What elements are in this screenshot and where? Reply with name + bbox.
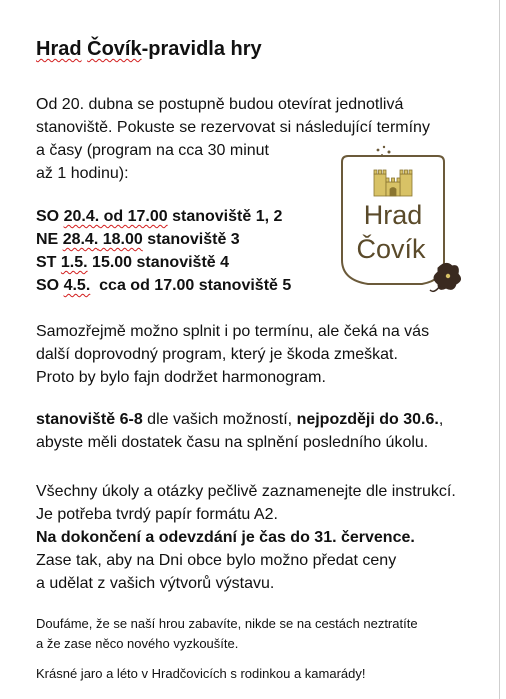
logo-word-covik: Čovík <box>356 234 426 264</box>
title-word-covik: Čovík <box>87 38 142 60</box>
intro-line: stanoviště. Pokuste se rezervovat si následující termíny <box>36 119 430 136</box>
schedule-item: NE 28.4. 18.00 stanoviště 3 <box>36 231 240 248</box>
intro-line: až 1 hodinu): <box>36 165 129 182</box>
logo-word-hrad: Hrad <box>363 200 423 230</box>
tasks-paragraph: Všechny úkoly a otázky pečlivě zaznamenejte dle instrukcí. Je potřeba tvrdý papír formátu A2. Na dokončení a odevzdání je čas do 31. července. Zase tak, aby na Dni obce bylo možno předat ceny a udělat z vašich výtvorů výstavu. <box>36 483 456 592</box>
schedule-date: 1.5. <box>60 254 88 271</box>
schedule-date: 4.5. <box>63 277 91 294</box>
schedule-date: 20.4. <box>63 208 100 225</box>
schedule-time: 15.00 <box>87 254 133 271</box>
title-rest: -pravidla hry <box>141 38 262 60</box>
page-title <box>36 37 262 61</box>
schedule-item: ST 1.5. 15.00 stanoviště 4 <box>36 254 230 271</box>
schedule-list <box>36 205 291 297</box>
schedule-time: cca od 17.00 <box>90 277 195 294</box>
schedule-date: 28.4. <box>62 231 99 248</box>
schedule-item: SO 4.5. cca od 17.00 stanoviště 5 <box>36 277 292 294</box>
title-word-hrad: Hrad <box>36 38 82 60</box>
note-paragraph: Samozřejmě možno splnit i po termínu, ale čeká na vás další doprovodný program, který je škoda zmeškat. Proto by bylo fajn dodržet harmonogram. <box>36 323 430 386</box>
stations-paragraph: stanoviště 6-8 dle vašich možností, nejpozději do 30.6., abyste měli dostatek času na splnění posledního úkolu. <box>36 411 444 451</box>
stations-range: stanoviště 6-8 <box>36 411 143 428</box>
stations-deadline: nejpozději do 30.6. <box>296 411 439 428</box>
hrad-covik-logo <box>334 144 466 300</box>
greeting-line: Krásné jaro a léto v Hradčovicích s rodinkou a kamarády! <box>36 666 366 681</box>
schedule-time: od 17.00 <box>99 208 168 225</box>
intro-line: a časy (program na cca 30 minut <box>36 142 269 159</box>
schedule-time: 18.00 <box>98 231 143 248</box>
closing-paragraph: Doufáme, že se naší hrou zabavíte, nikde se na cestách neztratíte a že zase něco nového vyzkoušíte. <box>36 616 418 651</box>
final-deadline: Na dokončení a odevzdání je čas do 31. července. <box>36 529 415 546</box>
schedule-item: SO 20.4. od 17.00 stanoviště 1, 2 <box>36 208 283 225</box>
intro-line: Od 20. dubna se postupně budou otevírat jednotlivá <box>36 96 404 113</box>
